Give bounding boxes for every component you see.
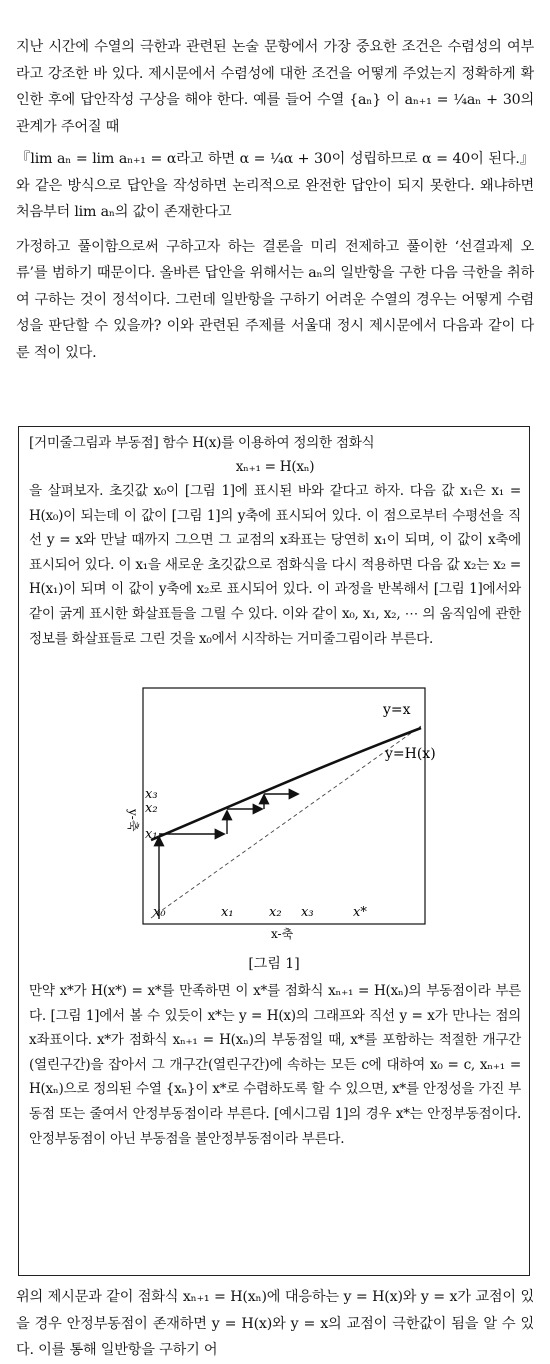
fixed-point-definition: 만약 x*가 H(x*) = x*를 만족하면 이 x*를 점화식 xₙ₊₁ = H(xₙ)의 부동점이라 부른다. [그림 1]에서 볼 수 있듯이 x*는 y = H(x)의 그래프와 직선 y = x가 만나는 점의 x좌표이다. x*가 점화식 xₙ₊₁ = H(xₙ)의 부동점일 때, x*를 포함하는 적절한 개구간(열린구간)을 잡아서 그 개구간(열린구간)에 속하는 모든 c에 대하여 x₀ = c, xₙ₊₁ = H(xₙ)으로 정의된 수열 {xₙ}이 x*로 수렴하도록 할 수 있으면, x*를 안정성을 가진 부동점 또는 줄여서 안정부동점이라 부른다. [예시그림 1]의 경우 x*는 안정부동점이다. 안정부동점이 아닌 부동점을 불안정부동점이라 부른다. [29, 983, 521, 1147]
box-body: 을 살펴보자. 초깃값 x₀이 [그림 1]에 표시된 바와 같다고 하자. 다음 값 x₁은 x₁ = H(x₀)이 되는데 이 값이 [그림 1]의 y축에 표시되어 있다. 이 점으로부터 수평선을 직선 y = x와 만날 때까지 그으면 그 교점의 x좌표는 당연히 x₁이 되며, 이 값이 x축에 표시되어 있다. 이 x₁을 새로운 초깃값으로 점화식을 다시 적용하면 다음 값 x₂는 x₂ = H(x₁)이 되며 이 값이 y축에 x₂로 표시되어 있다. 이 과정을 반복해서 [그림 1]에서와 같이 굵게 표시한 화살표들을 그릴 수 있다. 이와 같이 x₀, x₁, x₂, ⋯ 의 움직임에 관한 정보를 화살표들로 그린 것을 x₀에서 시작하는 거미줄그림이라 부른다. [29, 483, 521, 647]
x-tick-x3: x₃ [301, 905, 314, 920]
x-tick-x0: x₀ [153, 905, 166, 920]
outro-text: 위의 제시문과 같이 점화식 xₙ₊₁ = H(xₙ)에 대응하는 y = H(x)와 y = x가 교점이 있을 경우 안정부동점이 존재하면 y = H(x)와 y = x의 교점이 극한값이 됨을 알 수 있다. 이를 통해 일반항을 구하기 어 [16, 1289, 534, 1358]
x-tick-xstar: x* [353, 905, 367, 920]
x-tick-x1: x₁ [221, 905, 234, 920]
figure-caption: [그림 1] [248, 956, 300, 972]
y-tick-x2: x₂ [145, 801, 158, 816]
y-tick-x1: x₁ [145, 827, 158, 842]
y-tick-x3: x₃ [145, 787, 158, 802]
plot-frame [143, 688, 425, 924]
y-axis-label: y-축 [126, 809, 140, 832]
box-heading: [거미줄그림과 부동점] 함수 H(x)를 이용하여 정의한 점화식 [29, 435, 375, 451]
x-axis-label: x-축 [271, 927, 294, 941]
cobweb-figure [121, 686, 436, 943]
intro-paragraph-2: 『lim aₙ = lim aₙ₊₁ = α라고 하면 α = ¼α + 30이 성립하므로 α = 40이 된다.』와 같은 방식으로 답안을 작성하면 논리적으로 완전한 답안이 되지 못한다. 왜냐하면 처음부터 lim aₙ의 값이 존재한다고 [16, 151, 534, 220]
curve-h [151, 728, 421, 840]
h-label: y=H(x) [385, 746, 436, 762]
recurrence-formula: xₙ₊₁ = H(xₙ) [235, 459, 315, 475]
x-tick-x2: x₂ [269, 905, 282, 920]
yx-label: y=x [383, 702, 411, 718]
intro-paragraph-1: 지난 시간에 수열의 극한과 관련된 논술 문항에서 가장 중요한 조건은 수렴성의 여부라고 강조한 바 있다. 제시문에서 수렴성에 대한 조건을 어떻게 주었는지 정확하게 확인한 후에 답안작성 구상을 해야 한다. 예를 들어 수열 {aₙ} 이 aₙ₊₁ = ¼aₙ + 30의 관계가 주어질 때 [16, 39, 534, 135]
intro-paragraph-3: 가정하고 풀이함으로써 구하고자 하는 결론을 미리 전제하고 풀이한 ‘선결과제 오류’를 범하기 때문이다. 올바른 답안을 위해서는 aₙ의 일반항을 구한 다음 극한을 취하여 구하는 것이 정석이다. 그런데 일반항을 구하기 어려운 수열의 경우는 어떻게 수렴성을 판단할 수 있을까? 이와 관련된 주제를 서울대 정시 제시문에서 다음과 같이 다룬 적이 있다. [16, 238, 534, 361]
excerpt-box [18, 426, 530, 1276]
intro-text [16, 34, 534, 366]
